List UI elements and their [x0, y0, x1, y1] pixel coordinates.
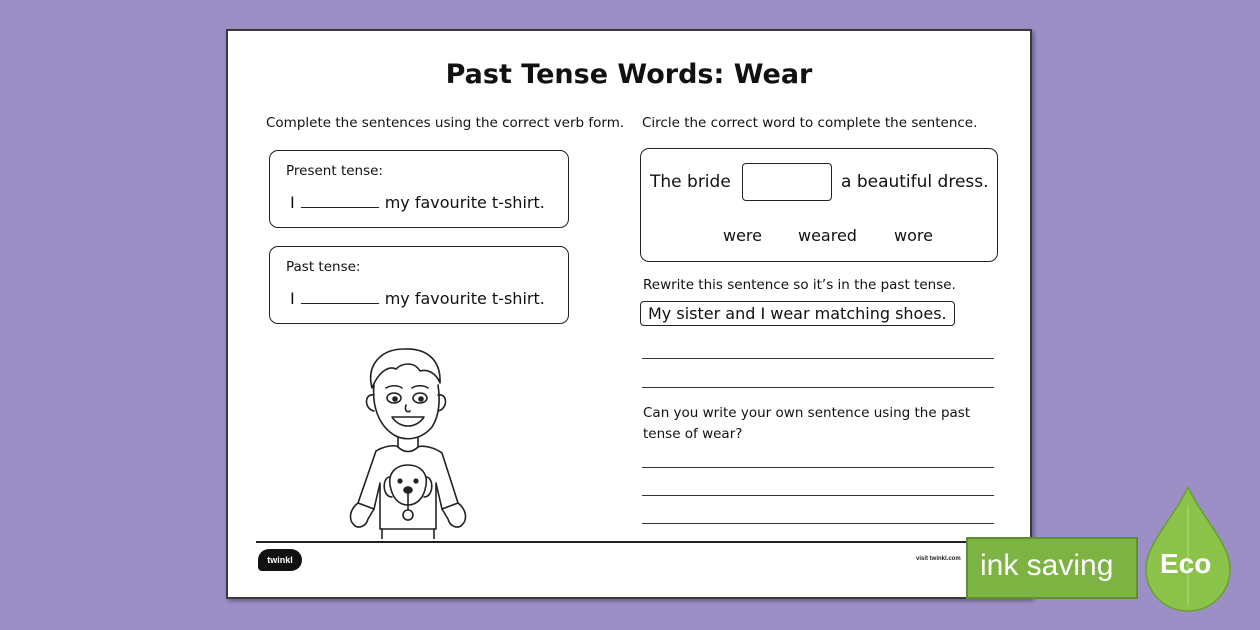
right-instruction: Circle the correct word to complete the sentence. — [642, 115, 978, 131]
own-sentence-prompt-line1: Can you write your own sentence using the past — [643, 405, 971, 421]
eco-label: Eco — [1160, 548, 1212, 579]
worksheet-title: Past Tense Words: Wear — [445, 59, 813, 90]
writing-line[interactable] — [642, 358, 994, 359]
past-tense-sentence — [290, 289, 545, 308]
sentence-end: my favourite t-shirt. — [384, 193, 545, 212]
writing-line[interactable] — [642, 467, 994, 468]
left-instruction: Complete the sentences using the correct verb form. — [266, 115, 625, 131]
option-were[interactable]: were — [723, 226, 762, 245]
sentence-start: I — [290, 289, 295, 308]
answer-blank[interactable] — [301, 291, 379, 304]
present-tense-box — [269, 150, 569, 228]
ink-saving-banner — [966, 537, 1138, 599]
past-tense-label: Past tense: — [286, 259, 361, 275]
rewrite-sentence: My sister and I wear matching shoes. — [640, 301, 955, 326]
past-tense-box — [269, 246, 569, 324]
worksheet-page — [226, 29, 1032, 599]
ink-saving-text: ink saving — [980, 549, 1114, 582]
answer-blank[interactable] — [301, 195, 379, 208]
option-weared[interactable]: weared — [798, 226, 857, 245]
writing-line[interactable] — [642, 495, 994, 496]
twinkl-logo: twinkl — [258, 549, 302, 571]
sentence-end: my favourite t-shirt. — [384, 289, 545, 308]
present-tense-sentence — [290, 193, 545, 212]
writing-line[interactable] — [642, 523, 994, 524]
sentence-before: The bride — [650, 172, 731, 192]
option-wore[interactable]: wore — [894, 226, 933, 245]
writing-line[interactable] — [642, 387, 994, 388]
visit-text: visit twinkl.com — [916, 556, 961, 562]
answer-box[interactable] — [742, 163, 832, 201]
footer-divider — [256, 541, 1008, 543]
rewrite-instruction: Rewrite this sentence so it’s in the past tense. — [643, 277, 956, 293]
sentence-start: I — [290, 193, 295, 212]
sentence-after: a beautiful dress. — [841, 172, 989, 192]
present-tense-label: Present tense: — [286, 163, 383, 179]
circle-word-box — [640, 148, 998, 262]
boy-illustration — [336, 343, 486, 539]
own-sentence-prompt-line2: tense of wear? — [643, 426, 743, 442]
